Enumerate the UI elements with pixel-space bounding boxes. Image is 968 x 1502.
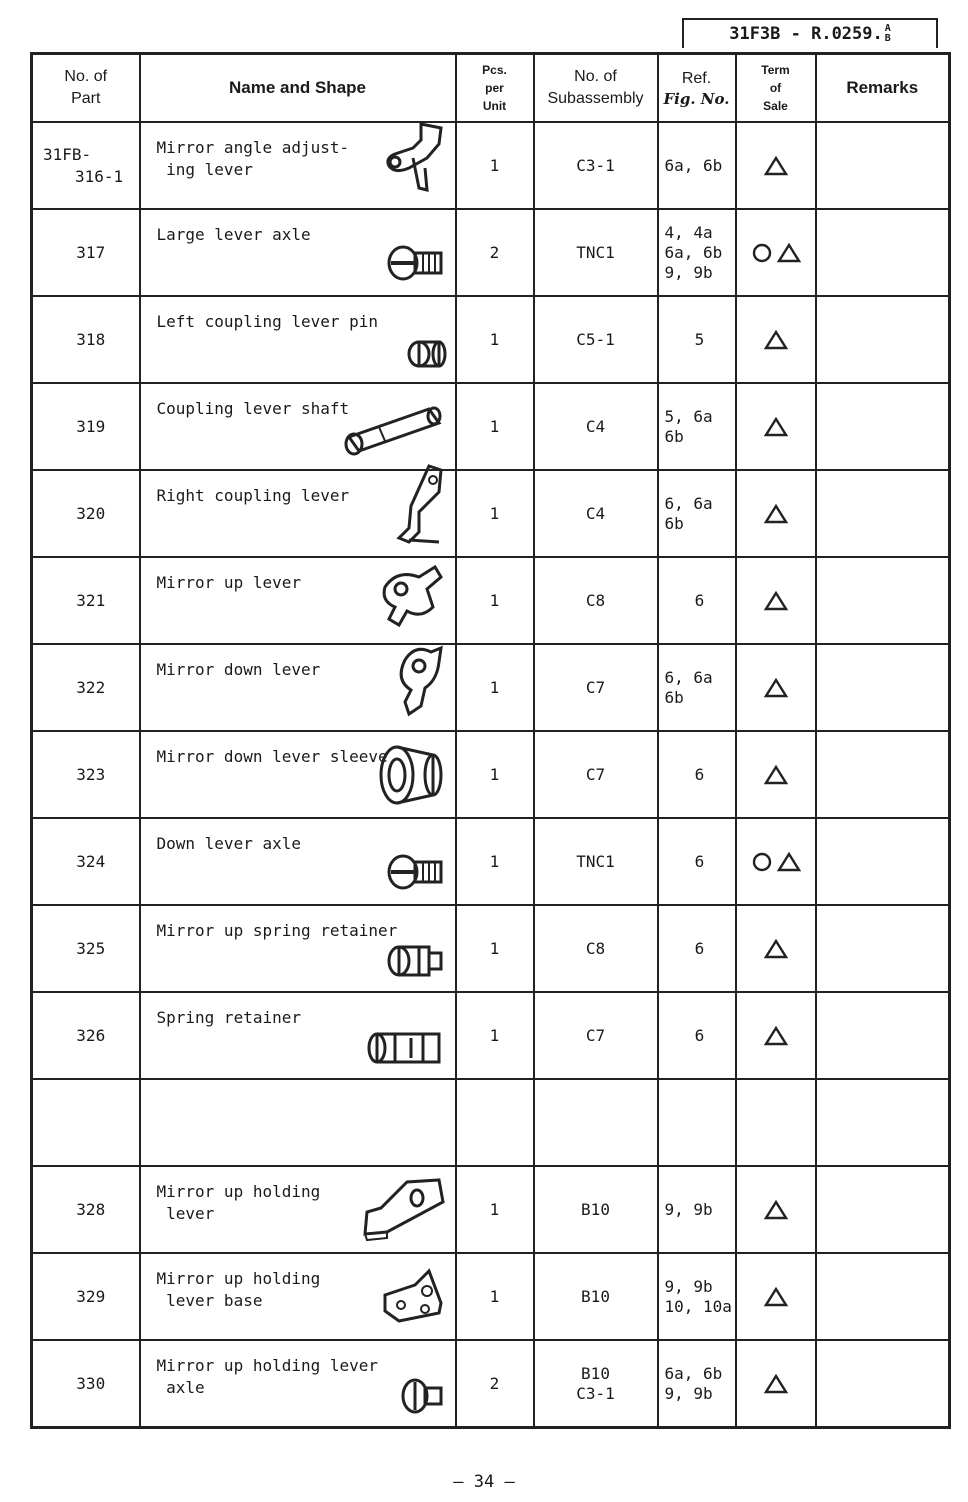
table-row [32, 1253, 950, 1340]
part-number-cell [32, 557, 140, 644]
pcs-per-unit: 1 [456, 731, 534, 818]
part-number-cell [32, 122, 140, 209]
ref-fig-number: 6a, 6b [664, 155, 723, 175]
header-ref-line1: Ref. [681, 69, 712, 87]
pcs-per-unit: 1 [456, 818, 534, 905]
pcs-per-unit: 1 [456, 644, 534, 731]
part-name: Large lever axle [156, 225, 311, 244]
term-of-sale-cell [736, 1253, 816, 1340]
subassembly-cell [534, 383, 658, 470]
header-pcs-line1: Pcs. [482, 63, 507, 77]
ref-fig-number: 9, 9b [664, 1383, 713, 1403]
header-part-no-line2: Part [71, 90, 101, 107]
holding-lever-icon [359, 1176, 449, 1246]
header-subassembly [534, 54, 658, 123]
ref-fig-number: 6 [694, 938, 705, 958]
part-name: Spring retainer [156, 1008, 301, 1027]
part-name-cell [140, 296, 456, 383]
term-of-sale-cell [736, 818, 816, 905]
part-name: Mirror down lever [156, 660, 321, 679]
ref-fig-cell [658, 209, 736, 296]
part-number-cell [32, 1253, 140, 1340]
remarks-cell [816, 905, 950, 992]
table-row [32, 209, 950, 296]
angle-lever-icon [369, 118, 449, 202]
table-row [32, 644, 950, 731]
part-name: Down lever axle [156, 834, 301, 853]
part-number: 322 [76, 677, 106, 697]
part-number: 320 [76, 503, 106, 523]
remarks-cell [816, 644, 950, 731]
ref-fig-cell [658, 557, 736, 644]
subassembly-number: B10 [581, 1286, 610, 1306]
remarks-cell [816, 1253, 950, 1340]
part-name: Right coupling lever [156, 486, 350, 505]
header-row [32, 54, 950, 123]
subassembly-cell [534, 557, 658, 644]
term-of-sale-cell [736, 383, 816, 470]
document-code-fraction [885, 24, 891, 44]
subassembly-cell [534, 992, 658, 1079]
ref-fig-cell [658, 1340, 736, 1428]
ref-fig-number: 5, 6a [664, 406, 713, 426]
remarks-cell [816, 1340, 950, 1428]
part-name-cell [140, 992, 456, 1079]
pcs-per-unit: 1 [456, 1253, 534, 1340]
screw-axle-icon [385, 241, 449, 289]
ref-fig-cell [658, 1079, 736, 1166]
subassembly-number: C7 [585, 677, 606, 697]
part-number-cell [32, 296, 140, 383]
term-of-sale-cell [736, 1340, 816, 1428]
screw-axle-icon [385, 850, 449, 898]
part-name-cell [140, 1079, 456, 1166]
ref-fig-cell [658, 905, 736, 992]
part-number: 329 [76, 1286, 106, 1306]
subassembly-cell [534, 1166, 658, 1253]
subassembly-number: C3-1 [576, 155, 615, 175]
coupling-lever-icon [389, 462, 449, 550]
header-remarks-text: Remarks [846, 78, 919, 97]
term-of-sale-cell [736, 905, 816, 992]
table-row [32, 731, 950, 818]
subassembly-number: C8 [585, 590, 606, 610]
part-name-cell [140, 1340, 456, 1428]
part-number-cell [32, 1166, 140, 1253]
ref-fig-number: 6 [694, 1025, 705, 1045]
ref-fig-cell [658, 1166, 736, 1253]
part-name: Left coupling lever pin [156, 312, 379, 331]
ref-fig-cell [658, 296, 736, 383]
table-row [32, 1166, 950, 1253]
table-row [32, 992, 950, 1079]
part-number: 330 [76, 1373, 106, 1393]
ref-fig-number: 6b [664, 426, 684, 446]
parts-table-body [32, 122, 950, 1428]
pcs-per-unit: 1 [456, 905, 534, 992]
ref-fig-number: 10, 10a [664, 1296, 732, 1316]
part-number: 325 [76, 938, 106, 958]
remarks-cell [816, 1166, 950, 1253]
subassembly-number: C5-1 [576, 329, 615, 349]
part-number-cell [32, 818, 140, 905]
part-number-cell [32, 992, 140, 1079]
part-number: 326 [76, 1025, 106, 1045]
part-number-cell [32, 905, 140, 992]
subassembly-cell [534, 1079, 658, 1166]
part-number: 328 [76, 1199, 106, 1219]
part-number-cell [32, 470, 140, 557]
term-of-sale-cell [736, 731, 816, 818]
subassembly-number: TNC1 [576, 242, 615, 262]
ref-fig-cell [658, 818, 736, 905]
part-name: Mirror up holding lever axle [156, 1356, 379, 1397]
remarks-cell [816, 1079, 950, 1166]
subassembly-number: C3-1 [576, 1383, 615, 1403]
subassembly-cell [534, 209, 658, 296]
header-term [736, 54, 816, 123]
part-name-cell [140, 122, 456, 209]
subassembly-cell [534, 1340, 658, 1428]
header-pcs [456, 54, 534, 123]
header-term-line2: of [769, 81, 782, 95]
subassembly-number: B10 [581, 1363, 610, 1383]
pcs-per-unit: 1 [456, 122, 534, 209]
subassembly-number: C4 [585, 503, 606, 523]
part-number: 317 [76, 242, 106, 262]
subassembly-cell [534, 122, 658, 209]
pcs-per-unit: 2 [456, 1340, 534, 1428]
header-part-no [32, 54, 140, 123]
up-lever-icon [377, 563, 449, 637]
term-of-sale-cell [736, 470, 816, 557]
pcs-per-unit: 1 [456, 383, 534, 470]
subassembly-cell [534, 1253, 658, 1340]
part-number: 321 [76, 590, 106, 610]
lever-base-icon [379, 1267, 449, 1333]
circle-icon [751, 852, 773, 869]
ref-fig-cell [658, 731, 736, 818]
triangle-icon [764, 765, 788, 782]
table-row [32, 383, 950, 470]
triangle-icon [764, 417, 788, 434]
remarks-cell [816, 992, 950, 1079]
triangle-icon [764, 1287, 788, 1304]
triangle-icon [764, 1374, 788, 1391]
document-code-text: 31F3B - R.0259. [729, 24, 883, 44]
ref-fig-number: 6b [664, 513, 684, 533]
part-number-cell [32, 1340, 140, 1428]
part-number: 316-1 [75, 166, 124, 186]
header-ref [658, 54, 736, 123]
remarks-cell [816, 557, 950, 644]
header-pcs-line3: Unit [482, 99, 507, 113]
part-name-cell [140, 209, 456, 296]
table-row [32, 905, 950, 992]
part-name-cell [140, 644, 456, 731]
header-name [140, 54, 456, 123]
header-name-text: Name and Shape [229, 78, 366, 97]
ref-fig-cell [658, 470, 736, 557]
subassembly-cell [534, 818, 658, 905]
part-name: Coupling lever shaft [156, 399, 350, 418]
header-ref-line2: Fig. No. [663, 89, 730, 108]
ref-fig-cell [658, 644, 736, 731]
subassembly-cell [534, 905, 658, 992]
remarks-cell [816, 209, 950, 296]
part-name: Mirror angle adjust- ing lever [156, 138, 350, 179]
down-lever-icon [385, 640, 449, 724]
part-number-cell [32, 209, 140, 296]
ref-fig-number: 9, 9b [664, 1276, 713, 1296]
page-number: — 34 — [453, 1472, 515, 1492]
code-sup-bottom: B [884, 33, 891, 44]
table-row [32, 470, 950, 557]
ref-fig-number: 6 [694, 764, 705, 784]
triangle-icon [764, 504, 788, 521]
part-number: 31FB- [43, 144, 92, 164]
ref-fig-cell [658, 1253, 736, 1340]
part-name-cell [140, 1166, 456, 1253]
spring-retainer-icon [365, 1028, 449, 1072]
part-number-cell [32, 644, 140, 731]
ref-fig-number: 4, 4a [664, 222, 713, 242]
part-name-cell [140, 470, 456, 557]
table-row [32, 557, 950, 644]
remarks-cell [816, 470, 950, 557]
part-name-cell [140, 731, 456, 818]
remarks-cell [816, 296, 950, 383]
subassembly-cell [534, 296, 658, 383]
remarks-cell [816, 818, 950, 905]
header-sub-line1: No. of [574, 68, 617, 85]
triangle-icon [764, 1200, 788, 1217]
header-term-line3: Sale [763, 99, 788, 113]
ref-fig-cell [658, 122, 736, 209]
term-of-sale-cell [736, 992, 816, 1079]
ref-fig-number: 6 [694, 590, 705, 610]
header-pcs-line2: per [485, 81, 504, 95]
term-of-sale-cell [736, 122, 816, 209]
table-row [32, 1340, 950, 1428]
term-of-sale-cell [736, 644, 816, 731]
part-number: 324 [76, 851, 106, 871]
ref-fig-number: 6a, 6b [664, 242, 723, 262]
term-of-sale-cell [736, 557, 816, 644]
pcs-per-unit: 1 [456, 1166, 534, 1253]
ref-fig-cell [658, 992, 736, 1079]
table-row [32, 122, 950, 209]
ref-fig-number: 9, 9b [664, 262, 713, 282]
triangle-icon [764, 330, 788, 347]
part-name-cell [140, 1253, 456, 1340]
remarks-cell [816, 731, 950, 818]
pcs-per-unit: 1 [456, 557, 534, 644]
code-sup-top: A [884, 23, 891, 34]
ref-fig-number: 5 [694, 329, 705, 349]
part-name-cell [140, 818, 456, 905]
shaft-icon [339, 399, 449, 463]
part-name: Mirror up holding lever base [156, 1269, 321, 1310]
document-code [682, 18, 938, 48]
subassembly-number: C8 [585, 938, 606, 958]
term-of-sale-cell [736, 296, 816, 383]
pcs-per-unit: 1 [456, 470, 534, 557]
subassembly-number: B10 [581, 1199, 610, 1219]
header-term-line1: Term [761, 63, 790, 77]
part-name: Mirror up holding lever [156, 1182, 321, 1223]
subassembly-cell [534, 470, 658, 557]
circle-icon [751, 243, 773, 260]
ref-fig-cell [658, 383, 736, 470]
ref-fig-number: 6 [694, 851, 705, 871]
part-number: 319 [76, 416, 106, 436]
triangle-icon [764, 678, 788, 695]
pin-icon [405, 336, 449, 376]
subassembly-number: C7 [585, 764, 606, 784]
pcs-per-unit: 2 [456, 209, 534, 296]
part-name: Mirror up spring retainer [156, 921, 398, 940]
part-number: 318 [76, 329, 106, 349]
sleeve-icon [377, 743, 449, 811]
remarks-cell [816, 383, 950, 470]
pcs-per-unit: 1 [456, 296, 534, 383]
table-row [32, 818, 950, 905]
triangle-icon [764, 1026, 788, 1043]
remarks-cell [816, 122, 950, 209]
part-number-cell [32, 731, 140, 818]
part-name-cell [140, 383, 456, 470]
part-name-cell [140, 905, 456, 992]
retainer-icon [385, 941, 449, 985]
term-of-sale-cell [736, 209, 816, 296]
subassembly-number: C7 [585, 1025, 606, 1045]
subassembly-number: C4 [585, 416, 606, 436]
header-part-no-line1: No. of [64, 68, 108, 85]
parts-table [30, 52, 951, 1429]
ref-fig-number: 6, 6a [664, 493, 713, 513]
subassembly-cell [534, 731, 658, 818]
subassembly-number: TNC1 [576, 851, 615, 871]
term-of-sale-cell [736, 1079, 816, 1166]
table-row [32, 296, 950, 383]
table-row [32, 1079, 950, 1166]
part-number-cell [32, 1079, 140, 1166]
header-sub-line2: Subassembly [547, 90, 644, 107]
ref-fig-number: 6b [664, 687, 684, 707]
header-remarks [816, 54, 950, 123]
term-of-sale-cell [736, 1166, 816, 1253]
pcs-per-unit: 1 [456, 992, 534, 1079]
subassembly-cell [534, 644, 658, 731]
triangle-icon [777, 852, 801, 869]
part-name-cell [140, 557, 456, 644]
triangle-icon [777, 243, 801, 260]
part-number: 323 [76, 764, 106, 784]
triangle-icon [764, 591, 788, 608]
part-name: Mirror down lever sleeve [156, 747, 388, 766]
part-name: Mirror up lever [156, 573, 301, 592]
pcs-per-unit [456, 1079, 534, 1166]
part-number-cell [32, 383, 140, 470]
holding-axle-icon [399, 1376, 449, 1420]
triangle-icon [764, 939, 788, 956]
triangle-icon [764, 156, 788, 173]
ref-fig-number: 9, 9b [664, 1199, 713, 1219]
ref-fig-number: 6, 6a [664, 667, 713, 687]
ref-fig-number: 6a, 6b [664, 1363, 723, 1383]
